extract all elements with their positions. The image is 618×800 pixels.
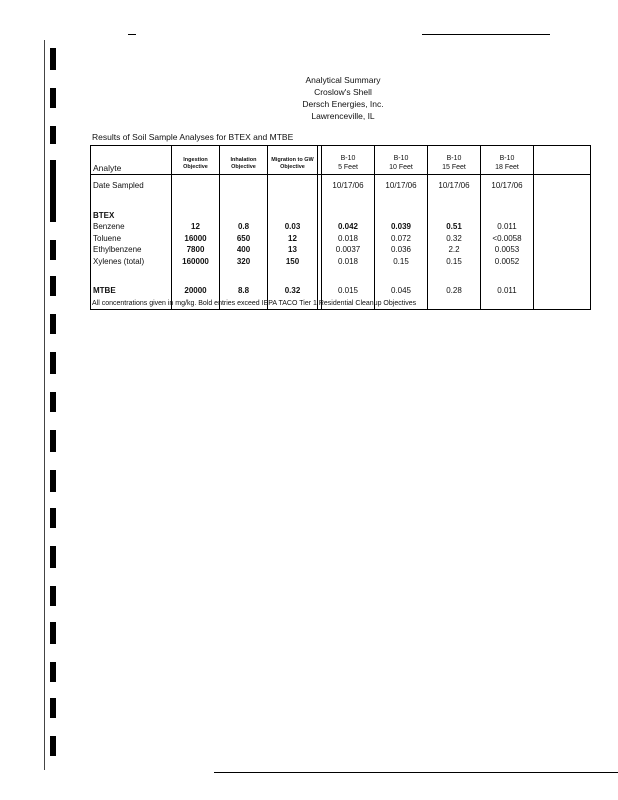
b10-10ft-header-id: B-10: [393, 155, 409, 162]
report-header: [200, 74, 486, 122]
ingestion-objective-header: Ingestion Objective: [172, 146, 220, 175]
result-value: 0.0037: [322, 244, 375, 256]
btex-heading-row: [91, 210, 591, 222]
result-value: 0.0052: [481, 256, 534, 268]
result-value: 0.036: [375, 244, 428, 256]
inhalation-value: 650: [220, 233, 268, 245]
date-sampled-row: [91, 180, 591, 192]
result-value: 0.011: [481, 221, 534, 233]
soil-results-table: [90, 145, 591, 310]
migration-value: 150: [268, 256, 318, 268]
b10-15ft-header-id: B-10: [446, 155, 462, 162]
analyte-label: Ethylbenzene: [91, 244, 172, 256]
result-value: 0.32: [428, 233, 481, 245]
migration-value: 0.32: [268, 285, 318, 297]
result-value: 0.015: [322, 285, 375, 297]
date-cell: 10/17/06: [375, 180, 428, 192]
result-value: 0.042: [322, 221, 375, 233]
result-value: <0.0058: [481, 233, 534, 245]
migration-value: 0.03: [268, 221, 318, 233]
b10-18ft-header-depth: 18 Feet: [495, 164, 519, 171]
b10-18ft-header: [481, 146, 534, 175]
header-empty: [534, 146, 591, 175]
analyte-label: MTBE: [91, 285, 172, 297]
b10-15ft-header: [428, 146, 481, 175]
result-value: 0.15: [375, 256, 428, 268]
table-row-xylenes: [91, 256, 591, 268]
result-value: 2.2: [428, 244, 481, 256]
result-value: 0.018: [322, 256, 375, 268]
table-row-mtbe: [91, 285, 591, 297]
ingestion-value: 12: [172, 221, 220, 233]
analyte-label: Benzene: [91, 221, 172, 233]
ingestion-value: 7800: [172, 244, 220, 256]
b10-5ft-header-depth: 5 Feet: [338, 164, 358, 171]
b10-5ft-header-id: B-10: [340, 155, 356, 162]
date-sampled-label: Date Sampled: [91, 180, 172, 192]
analyte-label: Xylenes (total): [91, 256, 172, 268]
table-row-ethylbenzene: [91, 244, 591, 256]
table-row-toluene: [91, 233, 591, 245]
result-value: 0.011: [481, 285, 534, 297]
inhalation-value: 400: [220, 244, 268, 256]
result-value: 0.0053: [481, 244, 534, 256]
table-header-row: [91, 146, 591, 175]
site-location: Lawrenceville, IL: [311, 111, 375, 121]
b10-10ft-header: [375, 146, 428, 175]
inhalation-objective-header: Inhalation Objective: [220, 146, 268, 175]
migration-objective-header: Migration to GW Objective: [268, 146, 318, 175]
result-value: 0.072: [375, 233, 428, 245]
date-cell: 10/17/06: [322, 180, 375, 192]
result-value: 0.15: [428, 256, 481, 268]
result-value: 0.045: [375, 285, 428, 297]
footnote: All concentrations given in mg/kg. Bold entries exceed IEPA TACO Tier 1 Residential Cleanup Objectives: [92, 300, 417, 307]
inhalation-value: 8.8: [220, 285, 268, 297]
date-cell: 10/17/06: [481, 180, 534, 192]
date-cell: 10/17/06: [428, 180, 481, 192]
company-name: Dersch Energies, Inc.: [302, 99, 384, 109]
report-title: Analytical Summary: [305, 75, 381, 85]
result-value: 0.51: [428, 221, 481, 233]
result-value: 0.018: [322, 233, 375, 245]
analyte-header: Analyte: [91, 146, 172, 175]
b10-5ft-header: [322, 146, 375, 175]
inhalation-value: 320: [220, 256, 268, 268]
ingestion-value: 16000: [172, 233, 220, 245]
table-caption: Results of Soil Sample Analyses for BTEX and MTBE: [92, 132, 294, 142]
ingestion-value: 160000: [172, 256, 220, 268]
btex-heading: BTEX: [91, 210, 172, 222]
result-value: 0.28: [428, 285, 481, 297]
migration-value: 12: [268, 233, 318, 245]
result-value: 0.039: [375, 221, 428, 233]
b10-10ft-header-depth: 10 Feet: [389, 164, 413, 171]
inhalation-value: 0.8: [220, 221, 268, 233]
b10-18ft-header-id: B-10: [499, 155, 515, 162]
site-name: Croslow's Shell: [314, 87, 372, 97]
migration-value: 13: [268, 244, 318, 256]
ingestion-value: 20000: [172, 285, 220, 297]
table-row-benzene: [91, 221, 591, 233]
b10-15ft-header-depth: 15 Feet: [442, 164, 466, 171]
analyte-label: Toluene: [91, 233, 172, 245]
